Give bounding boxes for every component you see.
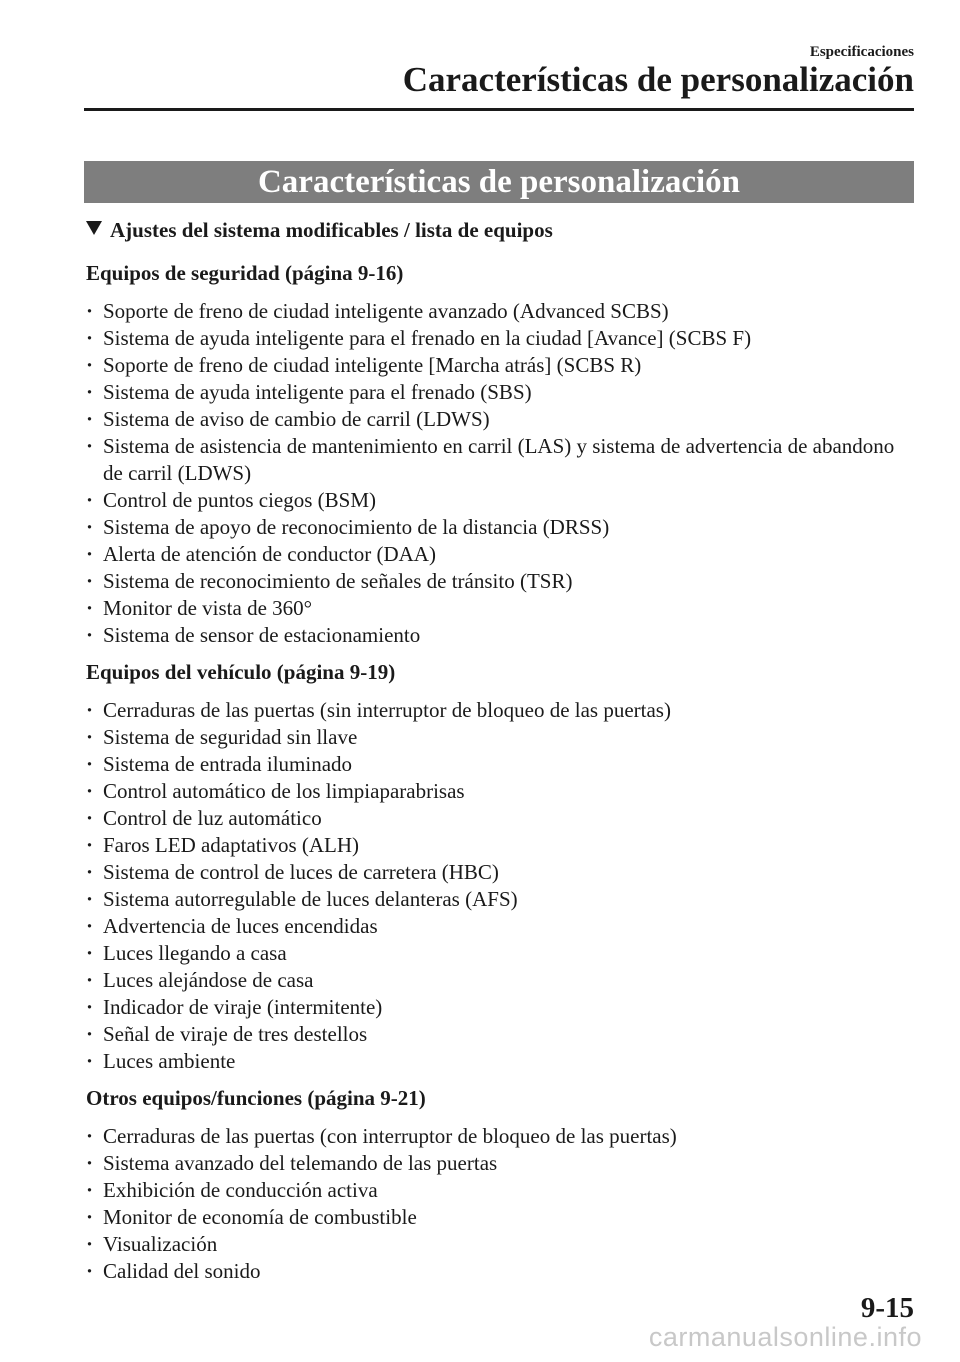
list-item: · Luces alejándose de casa (86, 967, 916, 994)
list-item: · Sistema de reconocimiento de señales de tránsito (TSR) (86, 568, 916, 595)
list-item: · Indicador de viraje (intermitente) (86, 994, 916, 1021)
list-item: · Luces llegando a casa (86, 940, 916, 967)
list-item: · Señal de viraje de tres destellos (86, 1021, 916, 1048)
list-item: · Calidad del sonido (86, 1258, 916, 1285)
list-item: · Sistema avanzado del telemando de las puertas (86, 1150, 916, 1177)
list-item: · Luces ambiente (86, 1048, 916, 1075)
running-header-title: Características de personalización (402, 60, 914, 99)
list-item: · Soporte de freno de ciudad inteligente [Marcha atrás] (SCBS R) (86, 352, 916, 379)
list-item: · Sistema de sensor de estacionamiento (86, 622, 916, 649)
watermark: carmanualsonline.info (648, 1322, 922, 1352)
list-item: · Faros LED adaptativos (ALH) (86, 832, 916, 859)
group-safety (86, 260, 916, 649)
subheading-text: Ajustes del sistema modificables / lista de equipos (110, 218, 553, 242)
list-item: · Monitor de economía de combustible (86, 1204, 916, 1231)
section-banner: Características de personalización (84, 161, 914, 203)
group-title: Equipos del vehículo (página 9-19) (86, 660, 396, 684)
triangle-down-icon (86, 221, 102, 235)
item-list (86, 1123, 916, 1285)
item-list (86, 697, 916, 1075)
list-item: · Sistema de apoyo de reconocimiento de la distancia (DRSS) (86, 514, 916, 541)
list-item: · Sistema de aviso de cambio de carril (LDWS) (86, 406, 916, 433)
subheading (86, 218, 553, 243)
list-item: · Control automático de los limpiaparabrisas (86, 778, 916, 805)
list-item: · Alerta de atención de conductor (DAA) (86, 541, 916, 568)
list-item: · Sistema de seguridad sin llave (86, 724, 916, 751)
page-number: 9-15 (860, 1292, 914, 1324)
list-item: · Sistema de ayuda inteligente para el frenado (SBS) (86, 379, 916, 406)
list-item: · Control de luz automático (86, 805, 916, 832)
list-item: · Sistema autorregulable de luces delanteras (AFS) (86, 886, 916, 913)
list-item: · Control de puntos ciegos (BSM) (86, 487, 916, 514)
list-item: · Sistema de control de luces de carretera (HBC) (86, 859, 916, 886)
running-header-section: Especificaciones (809, 44, 914, 60)
list-item: · Sistema de entrada iluminado (86, 751, 916, 778)
list-item: · Sistema de ayuda inteligente para el frenado en la ciudad [Avance] (SCBS F) (86, 325, 916, 352)
list-item: · Cerraduras de las puertas (sin interruptor de bloqueo de las puertas) (86, 697, 916, 724)
list-item: · Sistema de asistencia de mantenimiento en carril (LAS) y sistema de advertencia de abandono de carril (LDWS) (86, 433, 916, 487)
group-title: Otros equipos/funciones (página 9-21) (86, 1086, 426, 1110)
list-item: · Soporte de freno de ciudad inteligente avanzado (Advanced SCBS) (86, 298, 916, 325)
list-item: · Visualización (86, 1231, 916, 1258)
group-vehicle (86, 659, 916, 1075)
item-list (86, 298, 916, 649)
list-item: · Monitor de vista de 360° (86, 595, 916, 622)
equipment-list (86, 260, 916, 1285)
list-item: · Exhibición de conducción activa (86, 1177, 916, 1204)
group-title: Equipos de seguridad (página 9-16) (86, 261, 404, 285)
group-other (86, 1085, 916, 1285)
list-item: · Advertencia de luces encendidas (86, 913, 916, 940)
header-divider (84, 108, 914, 111)
list-item: · Cerraduras de las puertas (con interruptor de bloqueo de las puertas) (86, 1123, 916, 1150)
